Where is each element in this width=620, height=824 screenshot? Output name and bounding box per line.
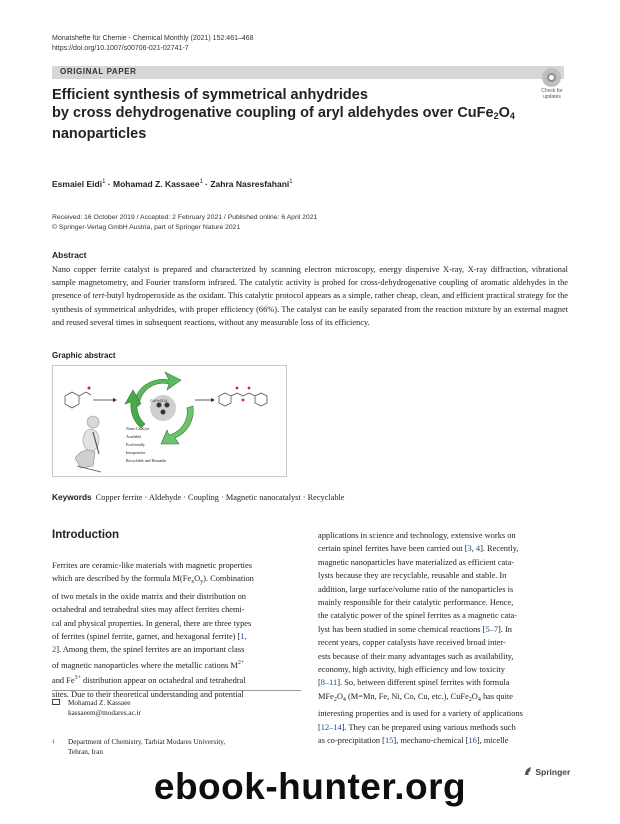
abstract-heading: Abstract <box>52 250 87 260</box>
person-figure-icon <box>75 416 101 472</box>
author-name[interactable]: Mohamad Z. Kassaee <box>113 179 200 189</box>
intro-column-left: Ferrites are ceramic-like materials with magnetic properties which are described by the formula $M(Fe_xO_y)$. Combination of two metals in the oxide matrix and their distribution on octahedral and tetrahedral sites may affect ferrites chemi- cal and physical properties. In general, there are three types of ferrites (spinel ferrite, garnet, and hexagonal ferrite) [1, 2]. Among them, the spinel ferrites are an important class of magnetic nanoparticles where the metallic cations $M^{2+}$ and $Fe^{3+}$ distribution appear on octahedral and tetrahedral sites. Due to their theoretical understanding and potential <box>52 561 254 699</box>
feature-item: Ecofriendly <box>126 442 145 447</box>
feature-item: Available <box>126 434 142 439</box>
citation-link[interactable]: 2 <box>52 645 57 655</box>
feature-item: Nano-Catalyst <box>126 426 150 431</box>
graphic-abstract-heading: Graphic abstract <box>52 351 116 360</box>
introduction-heading: Introduction <box>52 529 120 541</box>
check-updates-icon <box>542 68 561 87</box>
section-label: ORIGINAL PAPER <box>60 67 137 76</box>
graphic-abstract-svg <box>53 366 287 477</box>
graphic-abstract-feature-list <box>126 426 166 463</box>
publisher-logo: Springer <box>523 766 570 777</box>
author-name[interactable]: Esmaiel Eidi <box>52 179 103 189</box>
citation-link[interactable]: 5–7 <box>485 624 499 634</box>
author-name[interactable]: Zahra Nasresfahani <box>210 179 290 189</box>
feature-item: Inexpensive <box>126 450 146 455</box>
citation-link[interactable]: 1, <box>240 632 247 642</box>
check-updates-badge[interactable]: Check for updates <box>537 68 567 100</box>
aldehyde-structure-icon <box>65 392 91 408</box>
graphic-abstract-figure <box>52 365 287 477</box>
paper-title: Efficient synthesis of symmetrical anhydrides by cross dehydrogenative coupling of aryl aldehydes over $CuFe_2O_4$ nanoparticles <box>52 87 515 142</box>
footnote-divider <box>52 690 301 691</box>
abstract-text: Nano copper ferrite catalyst is prepared and characterized by scanning electron microscopy, energy dispersive X-ray, X-ray diffraction, vibrational sample magnetometry, and Fourier transform infrared. The catalytic activity is probed for cross-dehydrogenative coupling of aromatic aldehydes in the presence of tert-butyl hydroperoxide as the oxidant. This catalytic protocol appears as a simple, rather cheap, clean, and efficient practical strategy for the synthesis of symmetrical anhydrides, with proper efficiency (66%). The catalyst can be easily separated from the reaction mixture by an external magnet and reused several times in subsequent reactions, without any measurable loss of its efficiency. <box>52 265 568 327</box>
citation-link[interactable]: 3 <box>467 544 472 554</box>
citation-link[interactable]: 12–14 <box>320 722 342 732</box>
journal-citation: Monatshefte für Chemie - Chemical Monthly (2021) 152:461–468 <box>52 35 254 42</box>
corresponding-author: Mohamad Z. Kassaee <box>68 699 131 707</box>
intro-column-right: applications in science and technology, extensive works on certain spinel ferrites have been carried out [3, 4]. Recently, magnetic nanoparticles have materialized as efficient cata- lysts because they are recyclable, reusable and stable. In addition, large surface/volume ratio of the nanoparticles is mainly responsible for their catalytic performance. Hence, the catalytic power of the spinel ferrites as a magnetic cata- lyst has been studied in some chemical reactions [5–7]. In recent years, copper catalysts have received broad inter- ests because of their many advantages such as availability, economy, high activity, high efficiency and low toxicity [8–11]. So, between different spinel ferrites with formula $MFe_2O_4$ (M=Mn, Fe, Ni, Co, Cu, etc.), $CuFe_2O_4$ has quite interesting properties and is used for a variety of applications [12–14]. They can be prepared using various methods such as co-precipitation [15], mechano-chemical [16], micelle <box>318 531 523 746</box>
citation-link[interactable]: 16 <box>468 736 477 746</box>
keywords: Keywords Copper ferrite · Aldehyde · Coupling · Magnetic nanocatalyst · Recyclable <box>52 492 345 502</box>
feature-item: Recyclable and Reusable <box>126 458 167 463</box>
doi-link[interactable]: https://doi.org/10.1007/s00706-021-02741-7 <box>52 45 189 52</box>
envelope-icon <box>52 699 60 705</box>
svg-text:CuFe2O4: CuFe2O4 <box>150 398 168 403</box>
section-band <box>52 66 564 79</box>
publication-dates: Received: 16 October 2019 / Accepted: 2 February 2021 / Published online: 6 April 2021 © Springer-Verlag GmbH Austria, part of Springer Nature 2021 <box>52 214 318 231</box>
citation-link[interactable]: 15 <box>384 736 394 746</box>
watermark: ebook-hunter.org <box>153 766 467 807</box>
citation-link[interactable]: 4 <box>475 544 481 554</box>
citation-link[interactable]: 8–11 <box>320 678 338 688</box>
author-list: Esmaiel Eidi$^1$ · Mohamad Z. Kassaee$^1$ · Zahra Nasresfahani$^1$ <box>52 179 293 189</box>
email-link[interactable]: kassaeem@modares.ac.ir <box>68 709 141 717</box>
